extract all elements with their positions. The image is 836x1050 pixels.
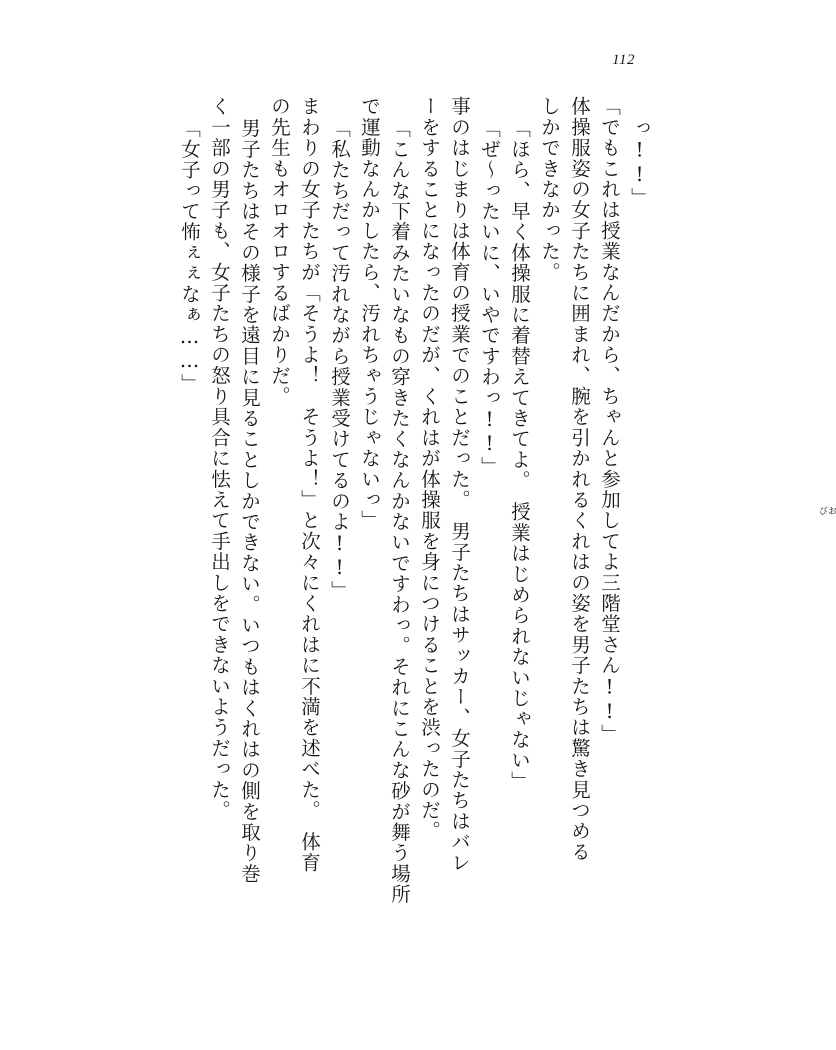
- text-line: く一部の男子も、女子たちの怒り具合に怯えて手出しをできないようだった。: [208, 96, 231, 821]
- text-line: 「女子って怖ぇぇなぁ……」: [178, 118, 201, 395]
- text-line: ーをすることになったのだが、くれはが体操服を身につけることを渋ったのだ。: [418, 96, 441, 842]
- text-line: しかできなかった。: [538, 96, 561, 283]
- text-line: 「私たちだって汚れながら授業受けてるのよ!!」: [328, 118, 351, 602]
- text-line: 「こんな下着みたいなもの穿きたくなんかないですわっ。それにこんな砂が舞う場所: [388, 118, 411, 905]
- text-line: 「でもこれは授業なんだから、ちゃんと参加してよ三階堂さん!!」: [598, 96, 621, 745]
- page-number: 112: [612, 52, 635, 68]
- text-line: っ!!」: [628, 118, 651, 208]
- text-line: 男子たちはその様子を遠目に見ることしかできない。いつもはくれはの側を取り巻: [238, 118, 261, 884]
- vertical-text-body: [48, 96, 649, 990]
- text-line: 「ぜ～ったいに、いやですわっ!!」: [478, 118, 501, 477]
- text-line: 事のはじまりは体育の授業でのことだった。 男子たちはサッカー、女子たちはバレ: [448, 96, 471, 873]
- text-line: 「ほら、早く体操服に着替えてきてよ。 授業はじめられないじゃない」: [508, 118, 531, 792]
- text-line: の先生もオロオロするばかりだ。: [268, 96, 291, 407]
- text-line: で運動なんかしたら、汚れちゃうじゃないっ」: [358, 96, 381, 531]
- ruby-reading: おび: [817, 506, 836, 515]
- text-line: 体操服姿の女子たちに囲まれ、腕を引かれるくれはの姿を男子たちは驚き見つめる: [568, 96, 591, 862]
- text-line: まわりの女子たちが「そうよ！ そうよ！」と次々にくれはに不満を述べた。 体育: [298, 96, 321, 873]
